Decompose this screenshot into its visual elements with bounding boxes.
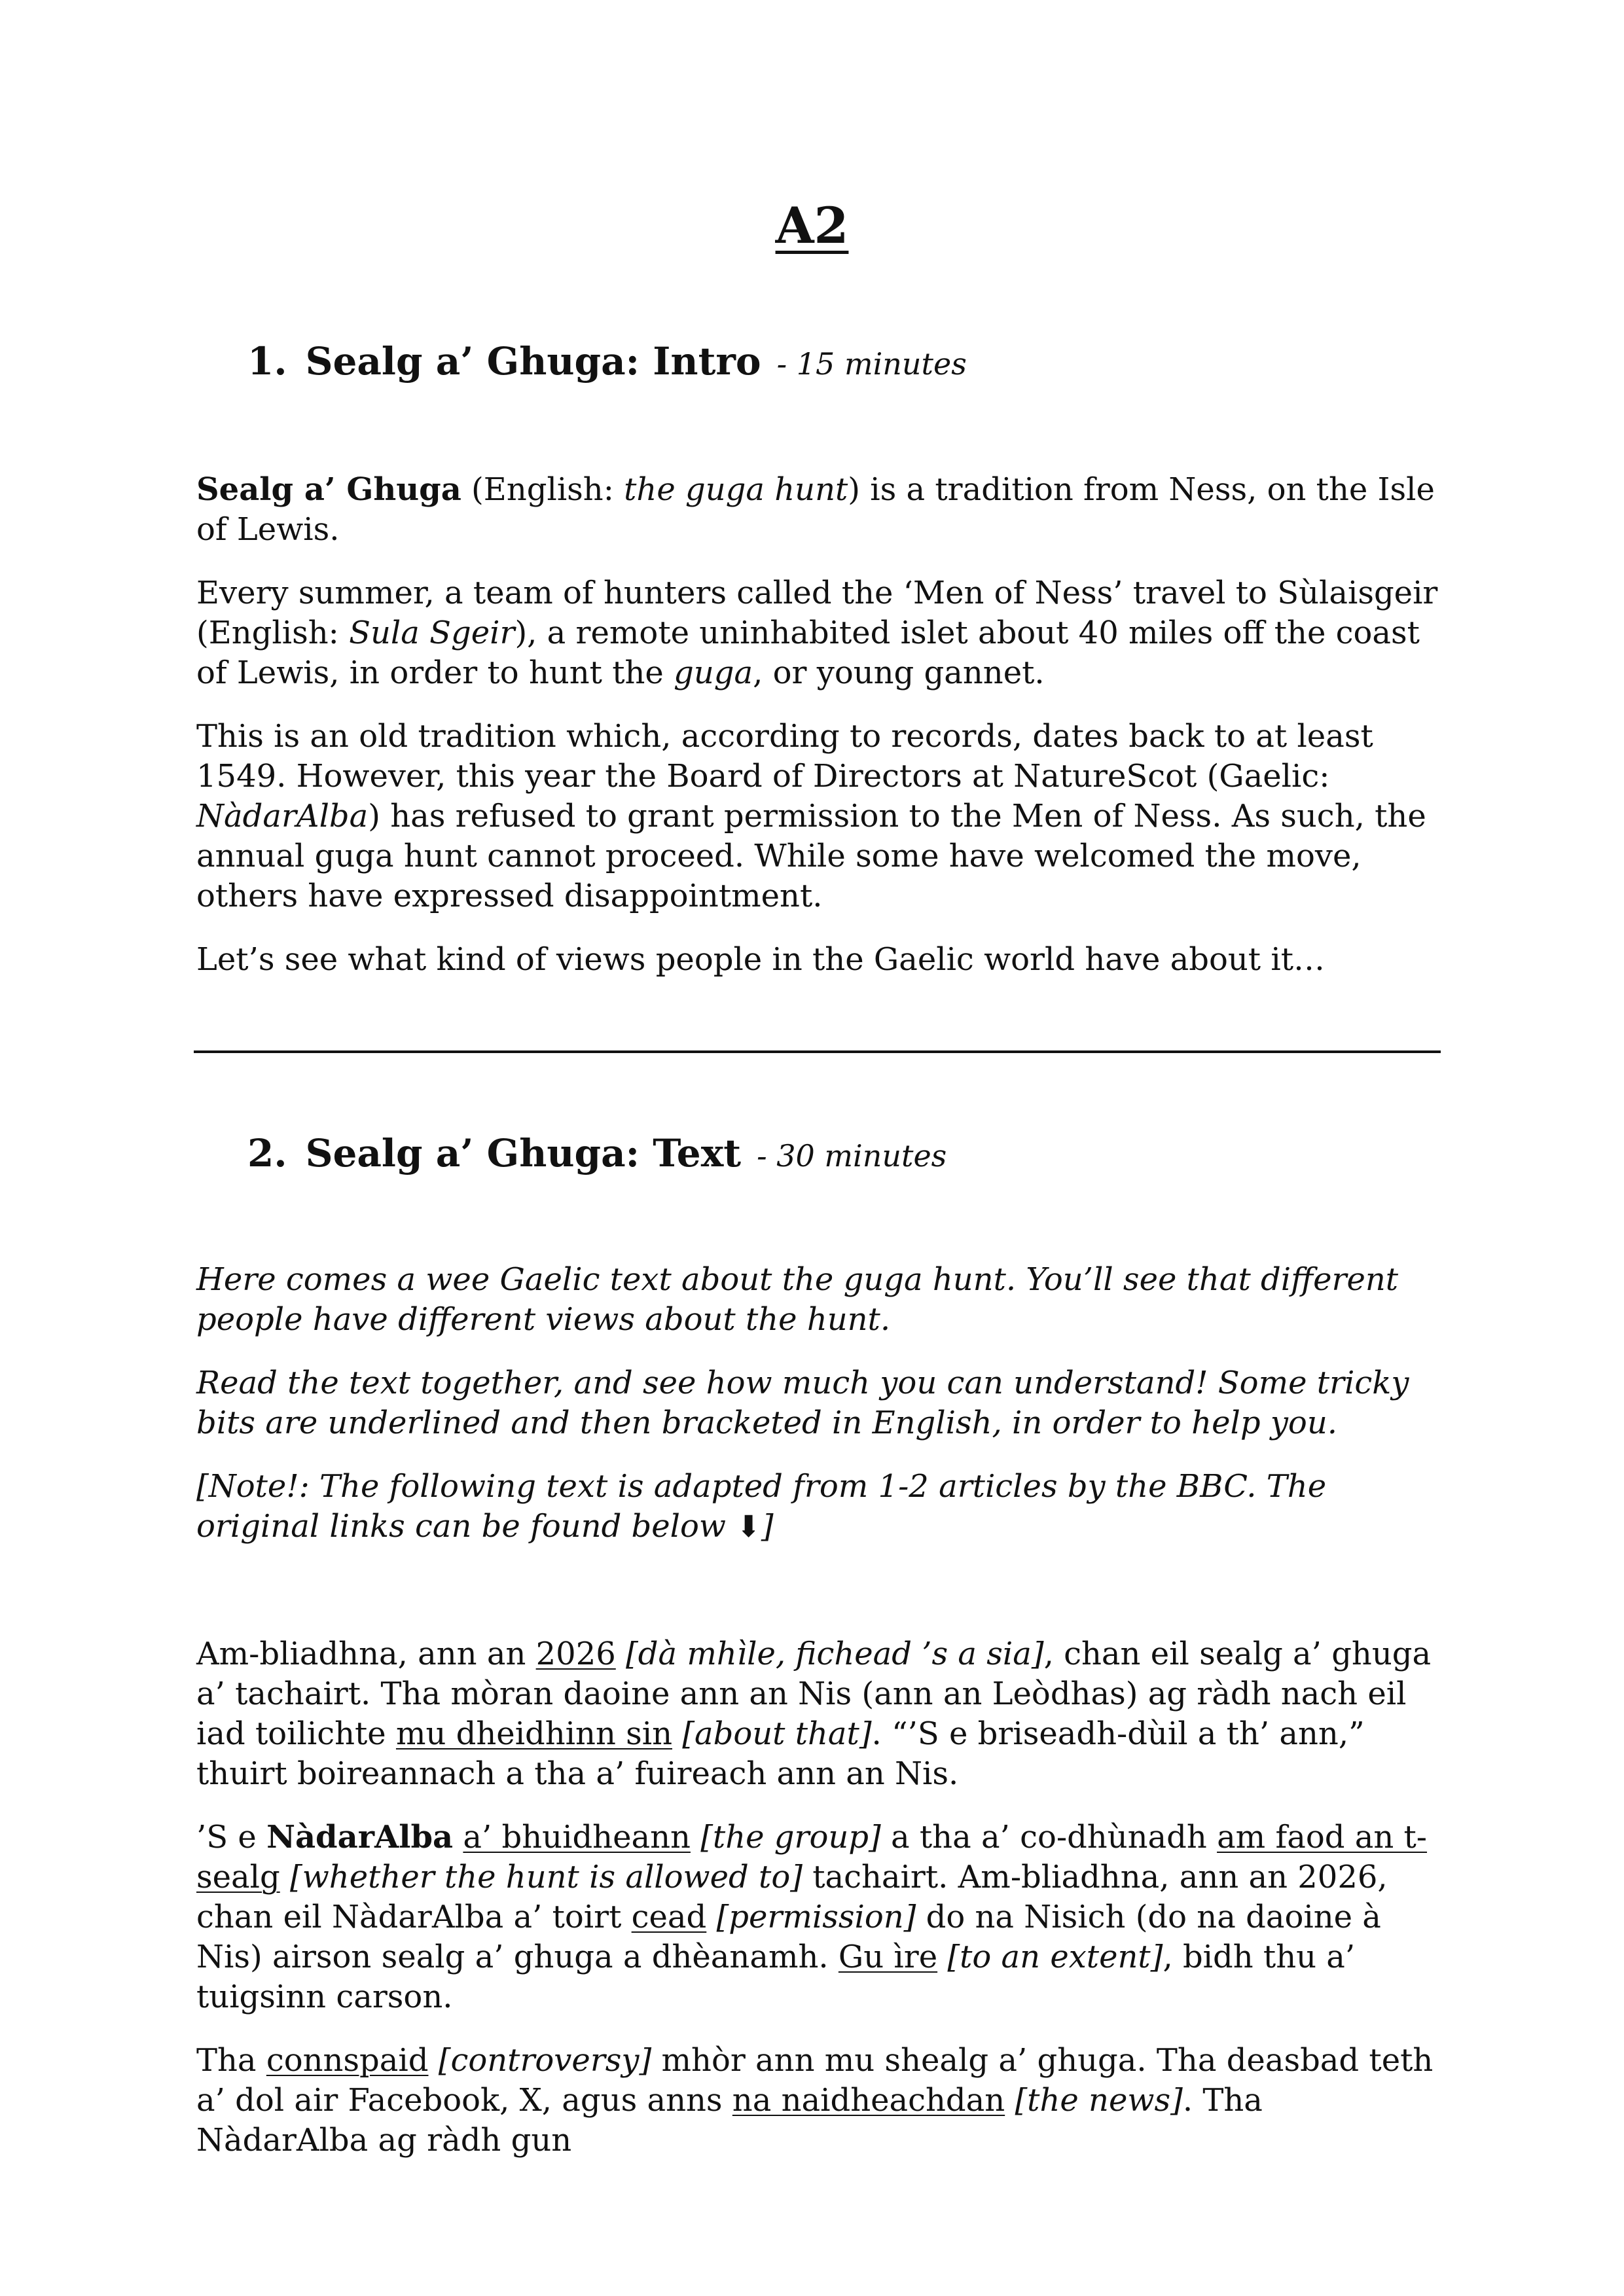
gaelic-p1-gloss-2: [about that] [672, 1715, 872, 1752]
gaelic-p2-text-2: a tha a’ co-dhùnadh [880, 1819, 1218, 1856]
section-1-duration: - 15 minutes [776, 346, 967, 382]
gaelic-p3-underlined-2: na naidheachdan [732, 2082, 1005, 2119]
instructions-paragraph-2: Read the text together, and see how much you can understand! Some tricky bits are underlined and then bracketed in English, in order to help you. [196, 1365, 1409, 1441]
gaelic-p3-underlined: connspaid [266, 2042, 429, 2079]
gaelic-p2-text-4: do na Nisich (do na daoine à Nis) airson sealg a’ ghuga a dhèanamh. [196, 1899, 1381, 1975]
intro-p1-italic: the guga hunt [624, 471, 848, 508]
gaelic-p2-underlined: a’ bhuidheann [463, 1819, 691, 1856]
intro-paragraph-3 [196, 717, 1440, 916]
gaelic-p2-gloss: [the group] [690, 1819, 881, 1856]
gaelic-paragraph-1 [196, 1634, 1440, 1794]
intro-p1-text-2: ) is a tradition from Ness, on the Isle of Lewis. [196, 471, 1435, 548]
gaelic-p3-text-3: . Tha NàdarAlba ag ràdh gun [196, 2082, 1263, 2159]
gaelic-p3-gloss-2: [the news] [1005, 2082, 1183, 2119]
instructions-paragraph-1: Here comes a wee Gaelic text about the guga hunt. You’ll see that different people have different views about the hunt. [196, 1261, 1399, 1338]
gaelic-p1-underlined-2: mu dheidhinn sin [395, 1715, 673, 1752]
intro-p2-text: Every summer, a team of hunters called the ‘Men of Ness’ travel to Sùlaisgeir (English: [196, 575, 1438, 651]
gaelic-p1-text-2: , chan eil sealg a’ ghuga a’ tachairt. Tha mòran daoine ann an Nis (ann an Leòdhas) ag ràdh nach eil iad toilichte [196, 1636, 1432, 1752]
gaelic-paragraph-3 [196, 2041, 1440, 2161]
gaelic-p2-bold: NàdarAlba [266, 1819, 454, 1856]
section-1-heading [247, 339, 967, 384]
gaelic-p2-text: ’S e [196, 1819, 267, 1856]
gaelic-p2-space [453, 1819, 463, 1856]
gaelic-p2-gloss-2: [whether the hunt is allowed to] [280, 1859, 803, 1895]
intro-p3-italic: NàdarAlba [196, 798, 369, 834]
instructions-text [196, 1260, 1440, 1570]
page-title: A2 [775, 196, 849, 255]
section-1-title: Sealg a’ Ghuga: Intro [305, 339, 761, 384]
intro-p3-text: This is an old tradition which, according to records, dates back to at least 1549. However, this year the Board of Directors at NatureScot (Gaelic: [196, 718, 1373, 795]
gaelic-p1-text-3: . “’S e briseadh-dùil a th’ ann,” thuirt boireannach a tha a’ fuireach ann an Nis. [196, 1715, 1365, 1792]
intro-p2-italic: Sula Sgeir [349, 615, 515, 651]
gaelic-p3-text: Tha [196, 2042, 266, 2079]
gaelic-p2-underlined-2: am faod an t-sealg [196, 1819, 1428, 1895]
section-2-duration: - 30 minutes [757, 1138, 947, 1174]
intro-p2-italic-2: guga [674, 655, 753, 691]
section-divider [194, 1050, 1441, 1053]
intro-p2-text-2: ), a remote uninhabited islet about 40 miles off the coast of Lewis, in order to hunt the [196, 615, 1420, 691]
intro-paragraph-4: Let’s see what kind of views people in the Gaelic world have about it… [196, 941, 1325, 978]
gaelic-p2-gloss-4: [to an extent] [937, 1939, 1163, 1975]
gaelic-p1-gloss: [dà mhìle, fichead ’s a sia] [615, 1636, 1044, 1672]
section-2-title: Sealg a’ Ghuga: Text [305, 1131, 742, 1175]
gaelic-p3-gloss: [controversy] [428, 2042, 652, 2079]
intro-text [196, 470, 1440, 1003]
note-text-end: ] [761, 1508, 774, 1545]
intro-p2-text-3: , or young gannet. [753, 655, 1045, 691]
intro-term: Sealg a’ Ghuga [196, 471, 461, 508]
gaelic-p2-text-3: tachairt. Am-bliadhna, ann an 2026, chan eil NàdarAlba a’ toirt [196, 1859, 1388, 1935]
section-2-heading [247, 1131, 947, 1175]
gaelic-p2-gloss-3: [permission] [706, 1899, 916, 1935]
gaelic-p2-underlined-4: Gu ìre [838, 1939, 938, 1975]
gaelic-p1-text: Am-bliadhna, ann an [196, 1636, 536, 1672]
gaelic-text [196, 1634, 1440, 2184]
note-text: [Note!: The following text is adapted from 1-2 articles by the BBC. The original links can be found below [196, 1468, 1327, 1545]
gaelic-p3-text-2: mhòr ann mu shealg a’ ghuga. Tha deasbad teth a’ dol air Facebook, X, agus anns [196, 2042, 1434, 2119]
down-arrow-icon: ⬇ [736, 1509, 761, 1544]
instructions-paragraph-3 [196, 1467, 1440, 1547]
intro-p1-text: (English: [461, 471, 624, 508]
gaelic-p2-text-5: , bidh thu a’ tuigsinn carson. [196, 1939, 1356, 2015]
section-1-number: 1. [247, 339, 287, 384]
intro-p3-text-2: ) has refused to grant permission to the Men of Ness. As such, the annual guga hunt cannot proceed. While some have welcomed the move, others have expressed disappointment. [196, 798, 1426, 914]
section-2-number: 2. [247, 1131, 287, 1175]
gaelic-p2-underlined-3: cead [631, 1899, 707, 1935]
gaelic-paragraph-2 [196, 1818, 1440, 2017]
intro-paragraph-2 [196, 573, 1440, 693]
gaelic-p1-underlined: 2026 [535, 1636, 616, 1672]
intro-paragraph-1 [196, 470, 1440, 550]
